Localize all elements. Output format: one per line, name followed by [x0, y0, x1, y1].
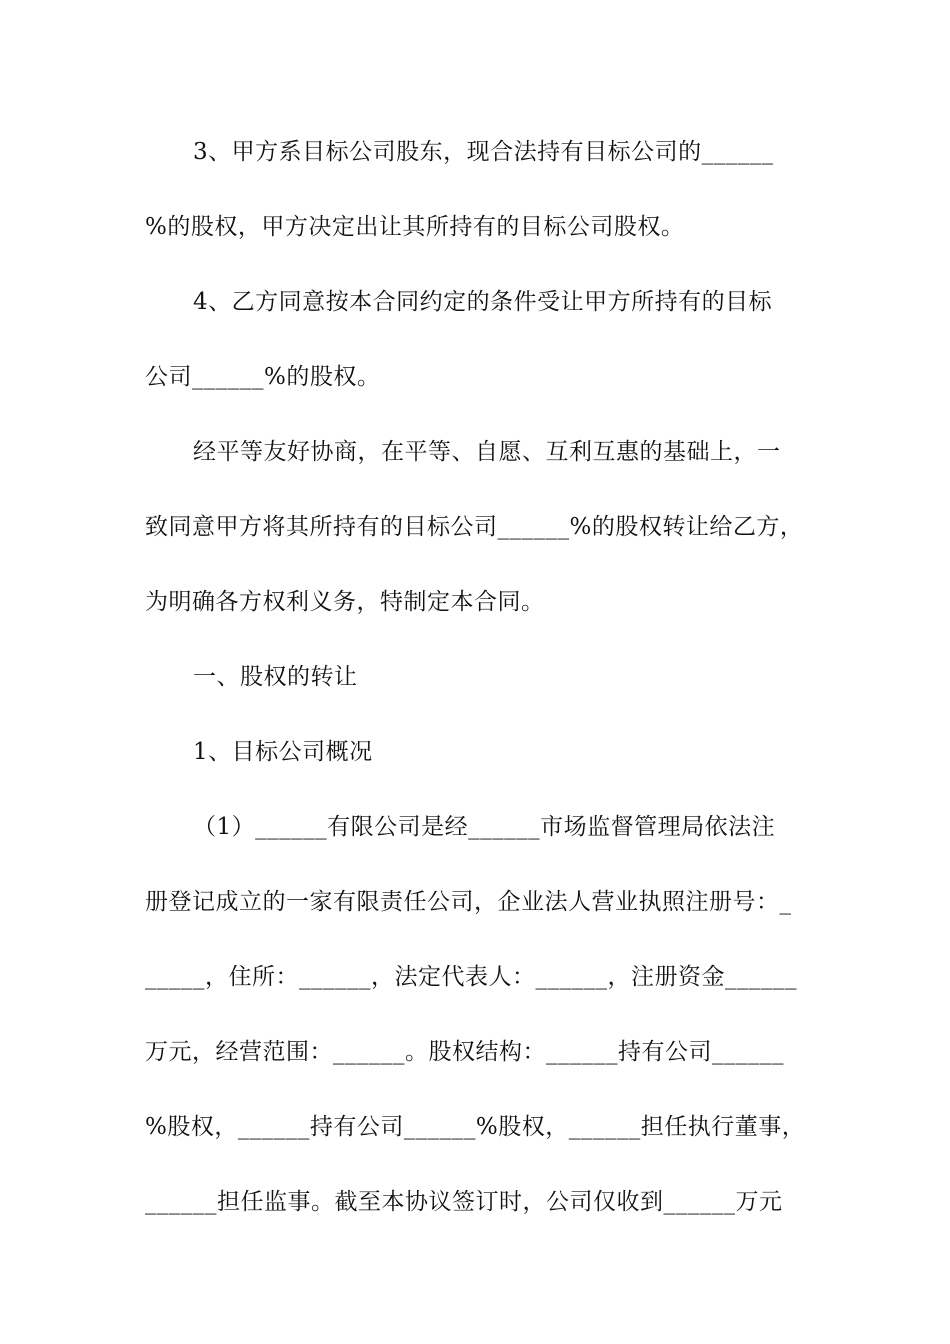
paragraph-3-line-2: %的股权，甲方决定出让其所持有的目标公司股权。: [145, 214, 685, 240]
paragraph-4-line-2: 公司______%的股权。: [145, 364, 381, 390]
paragraph-4-line-1: 4、乙方同意按本合同约定的条件受让甲方所持有的目标: [193, 289, 773, 315]
paragraph-3-line-1: 3、甲方系目标公司股东，现合法持有目标公司的______: [193, 139, 774, 165]
clause-1-line-2: 册登记成立的一家有限责任公司，企业法人营业执照注册号：_: [145, 889, 792, 915]
subsection-heading-company-overview: 1、目标公司概况: [193, 739, 373, 765]
clause-1-line-6: ______担任监事。截至本协议签订时，公司仅收到______万元: [145, 1189, 783, 1215]
intro-paragraph-line-2: 致同意甲方将其所持有的目标公司______%的股权转让给乙方，: [145, 514, 804, 540]
clause-1-line-3: _____，住所：______，法定代表人：______，注册资金______: [145, 964, 797, 990]
intro-paragraph-line-1: 经平等友好协商，在平等、自愿、互利互惠的基础上，一: [193, 439, 781, 465]
clause-1-line-4: 万元，经营范围：______。股权结构：______持有公司______: [145, 1039, 784, 1065]
section-heading-equity-transfer: 一、股权的转让: [193, 664, 358, 690]
clause-1-line-1: （1）______有限公司是经______市场监督管理局依法注: [193, 814, 776, 840]
intro-paragraph-line-3: 为明确各方权利义务，特制定本合同。: [145, 589, 545, 615]
clause-1-line-5: %股权，______持有公司______%股权，______担任执行董事，: [145, 1114, 806, 1140]
